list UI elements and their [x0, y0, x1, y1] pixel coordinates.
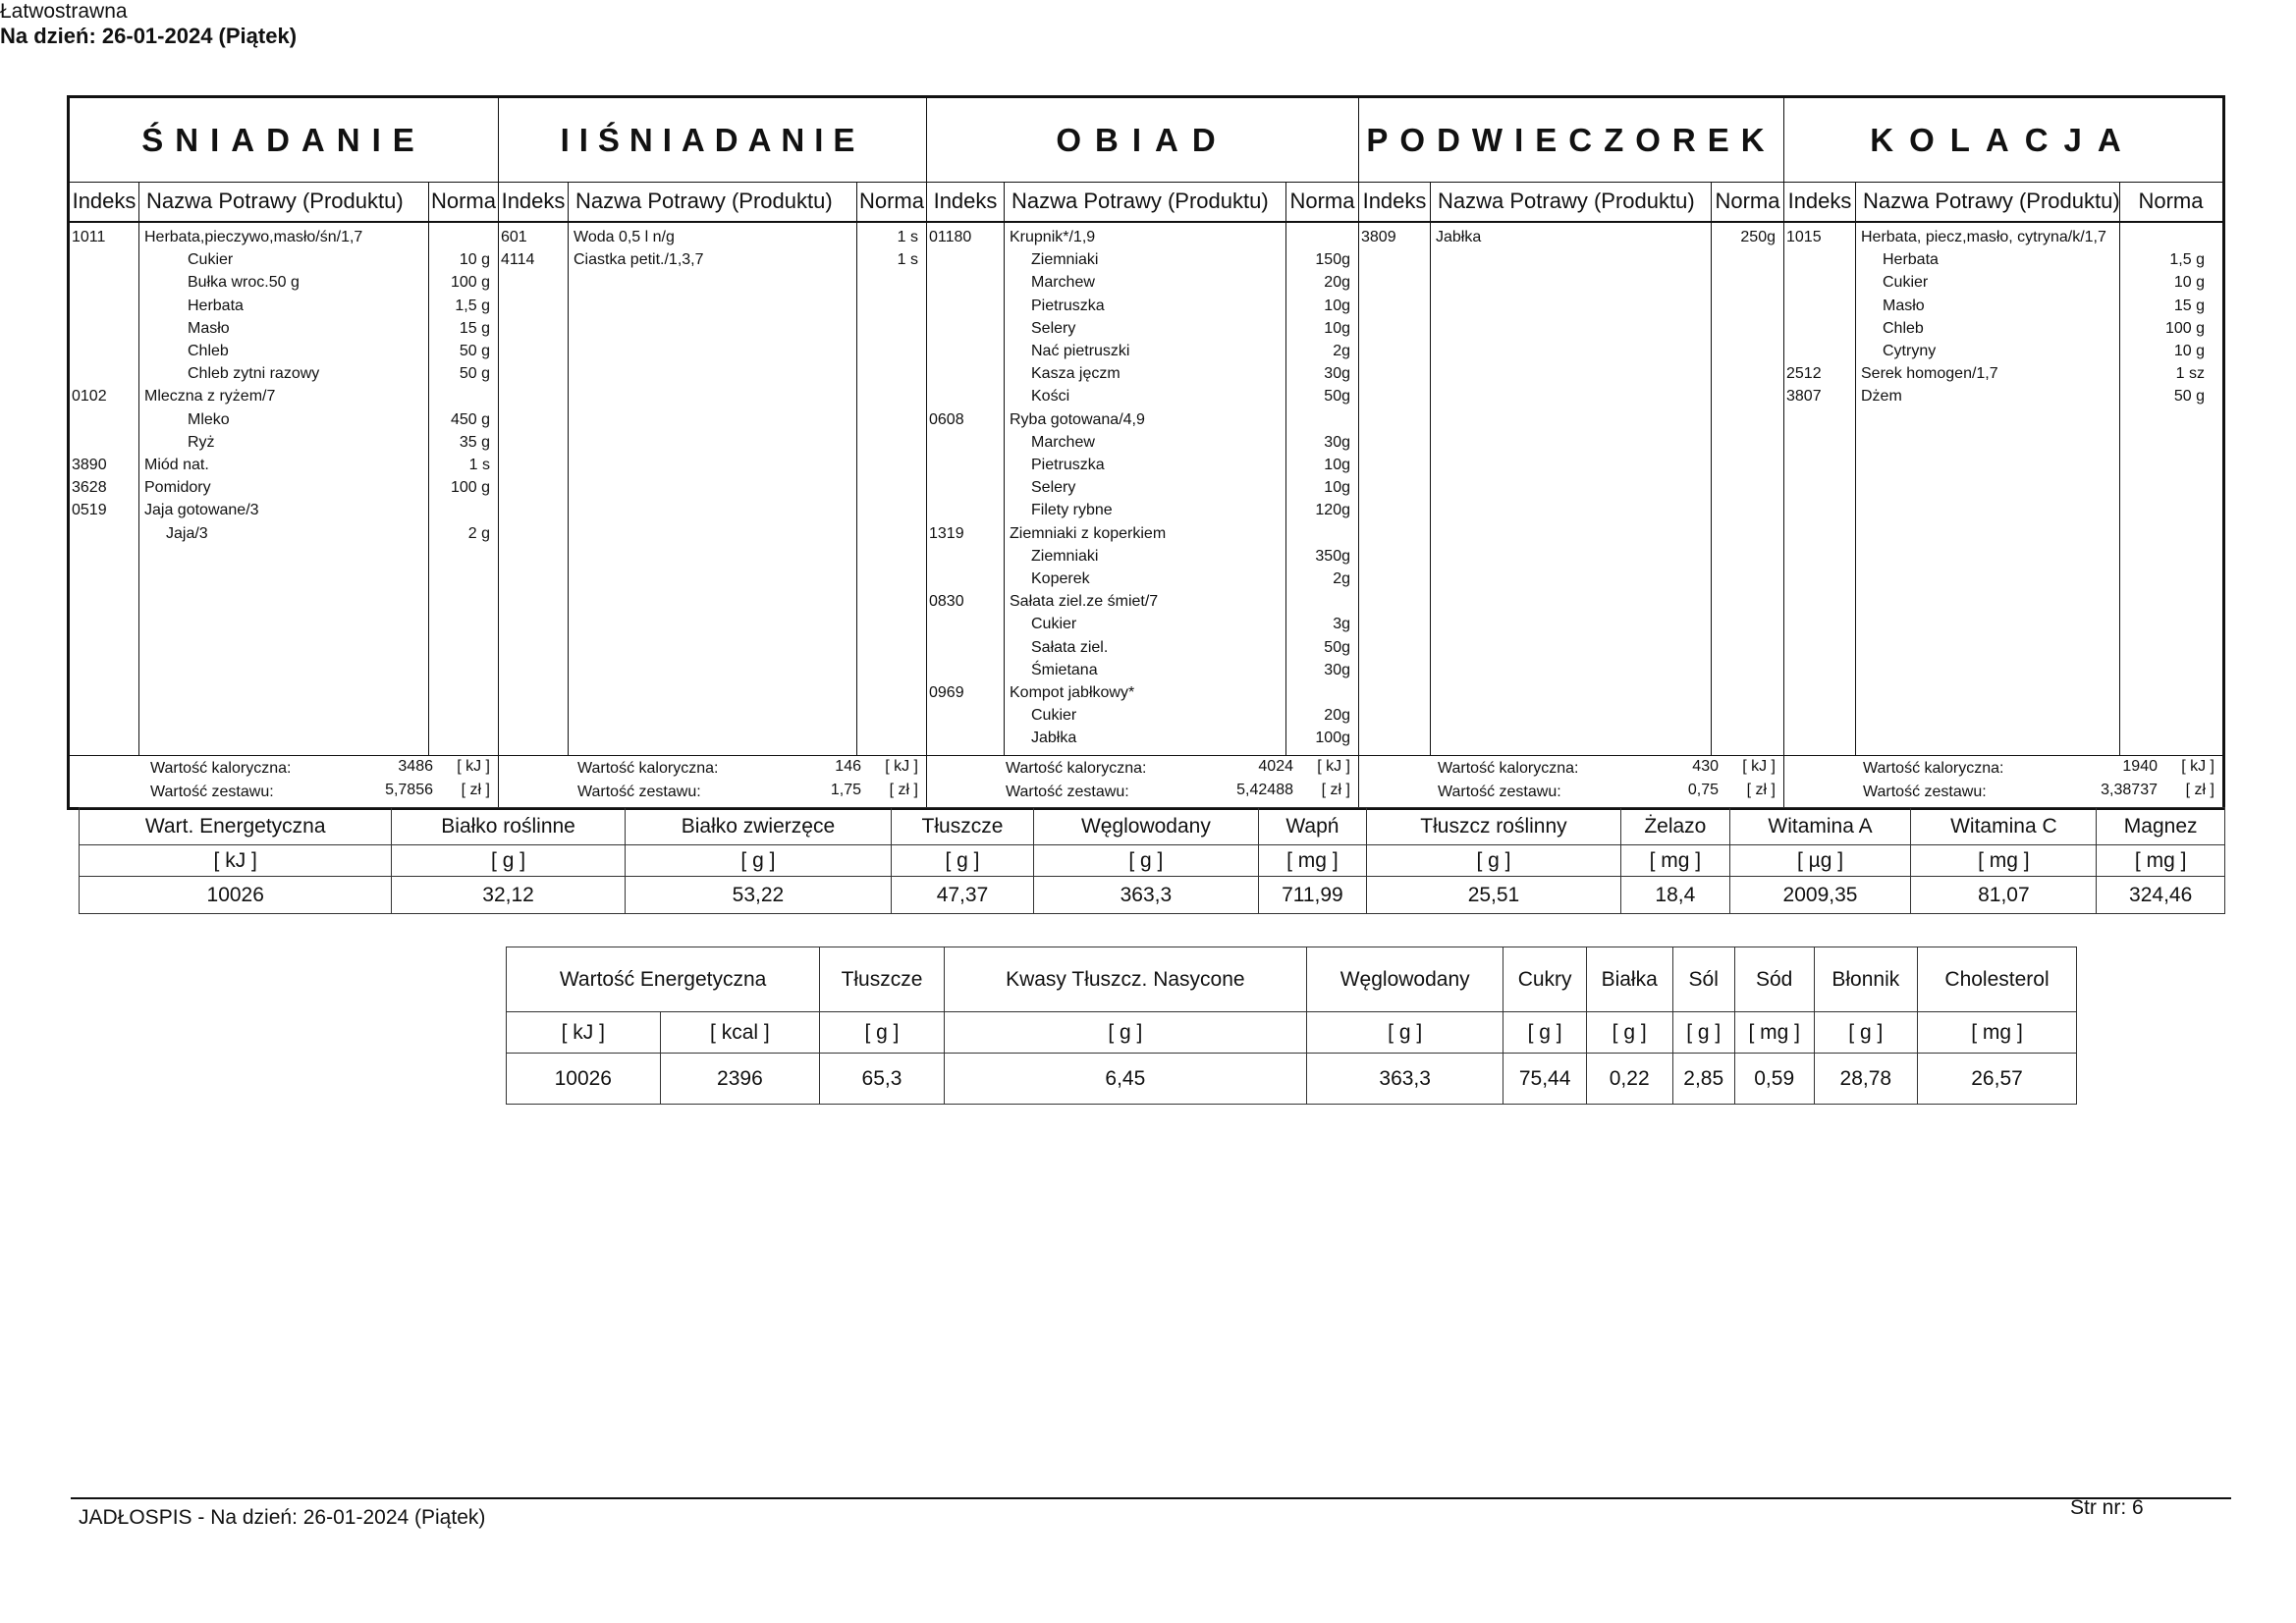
- nutrient-name: Witamina C: [1911, 808, 2097, 845]
- nutrient-unit: [ mg ]: [2097, 845, 2225, 877]
- nutrient-value: 0,59: [1734, 1054, 1814, 1105]
- row-index: 601: [501, 229, 527, 245]
- meal-row: [927, 365, 1358, 389]
- meal-row: [927, 479, 1358, 503]
- meal-title: PODWIECZOREK: [1359, 98, 1783, 183]
- meal-row: [927, 730, 1358, 753]
- row-index: 1011: [72, 229, 106, 245]
- col-header-name: Nazwa Potrawy (Produktu): [1855, 182, 2119, 223]
- nutrient-value: 2009,35: [1729, 877, 1911, 914]
- row-norm: 50 g: [459, 365, 490, 383]
- row-norm: 100 g: [450, 479, 490, 497]
- meal-row: [927, 411, 1358, 435]
- row-name: Herbata: [1883, 251, 1939, 269]
- nutrient-name: Białko roślinne: [392, 808, 625, 845]
- energy-value: 10026: [507, 1054, 661, 1105]
- calorie-value: 146: [835, 758, 861, 775]
- meal-row: [927, 570, 1358, 594]
- calorie-label: Wartość kaloryczna:: [1006, 760, 1147, 777]
- nutrient-value: 0,22: [1586, 1054, 1672, 1105]
- row-name: Ziemniaki z koperkiem: [1010, 524, 1167, 542]
- nutrition-table-1: [79, 807, 2225, 914]
- row-name: Masło: [188, 319, 230, 337]
- set-value-label: Wartość zestawu:: [1863, 784, 1987, 800]
- row-norm: 30g: [1324, 661, 1350, 678]
- meal-row: [927, 707, 1358, 730]
- row-name: Herbata,pieczywo,masło/śn/1,7: [144, 229, 363, 245]
- row-name: Chleb zytni razowy: [188, 365, 320, 383]
- nutrient-value: 10026: [80, 877, 392, 914]
- calorie-value: 4024: [1258, 758, 1293, 775]
- nutrient-value: 26,57: [1918, 1054, 2077, 1105]
- row-index: 2512: [1786, 365, 1822, 383]
- meal-row: [927, 229, 1358, 252]
- row-name: Kasza jęczm: [1031, 365, 1121, 383]
- meal-row: [1784, 298, 2222, 321]
- row-name: Selery: [1031, 479, 1076, 497]
- row-index: 0608: [929, 410, 964, 428]
- set-value: 5,42488: [1236, 782, 1293, 798]
- meal-rows: [1784, 223, 2222, 756]
- nutrient-value: 53,22: [625, 877, 891, 914]
- energy-label: Wartość Energetyczna: [507, 947, 820, 1012]
- nutrient-unit: [ g ]: [392, 845, 625, 877]
- row-norm: 2g: [1333, 343, 1350, 359]
- row-norm: 1 sz: [2175, 365, 2205, 383]
- meal-row: [927, 502, 1358, 525]
- energy-unit: [ kcal ]: [660, 1012, 820, 1054]
- meal-3: [1359, 98, 1784, 807]
- meal-row: [70, 229, 498, 252]
- row-index: 3890: [72, 457, 107, 473]
- calorie-unit: [ kJ ]: [1317, 758, 1350, 775]
- row-norm: 100g: [1315, 730, 1350, 747]
- row-name: Sałata ziel.: [1031, 638, 1109, 656]
- col-header-norm: Norma: [1711, 182, 1784, 223]
- row-norm: 30g: [1324, 365, 1350, 383]
- row-name: Ryba gotowana/4,9: [1010, 410, 1145, 428]
- meal-summary: [1359, 755, 1783, 807]
- row-index: 1015: [1786, 229, 1822, 245]
- nutrient-unit: [ mg ]: [1734, 1012, 1814, 1054]
- row-name: Jaja gotowane/3: [144, 502, 259, 519]
- nutrient-unit: [ kJ ]: [80, 845, 392, 877]
- nutrient-name: Błonnik: [1814, 947, 1917, 1012]
- meal-row: [927, 251, 1358, 275]
- meal-row: [1784, 274, 2222, 298]
- row-name: Pietruszka: [1031, 297, 1105, 314]
- meal-0: [70, 98, 499, 807]
- row-name: Ziemniaki: [1031, 251, 1099, 269]
- nutrient-unit: [ mg ]: [1621, 845, 1729, 877]
- meal-row: [927, 662, 1358, 685]
- row-norm: 50 g: [2173, 388, 2205, 406]
- nutrient-value: 75,44: [1503, 1054, 1586, 1105]
- meal-4: [1784, 98, 2222, 807]
- row-name: Nać pietruszki: [1031, 343, 1130, 359]
- set-value-label: Wartość zestawu:: [1006, 784, 1129, 800]
- col-header-index: Indeks: [70, 182, 138, 223]
- meal-row: [927, 274, 1358, 298]
- row-norm: 1 s: [468, 457, 490, 473]
- nutrient-unit: [ g ]: [820, 1012, 945, 1054]
- nutrient-value: 81,07: [1911, 877, 2097, 914]
- meal-row: [1784, 343, 2222, 366]
- meal-row: [499, 251, 926, 275]
- row-name: Dżem: [1861, 388, 1902, 406]
- nutrient-unit: [ g ]: [1306, 1012, 1503, 1054]
- row-index: 3807: [1786, 388, 1822, 406]
- col-header-index: Indeks: [1359, 182, 1430, 223]
- nutrient-unit: [ g ]: [944, 1012, 1306, 1054]
- meal-row: [927, 639, 1358, 663]
- calorie-unit: [ kJ ]: [457, 758, 490, 775]
- row-name: Kości: [1031, 388, 1070, 406]
- row-norm: 50 g: [459, 343, 490, 359]
- row-norm: 1,5 g: [2169, 251, 2205, 269]
- col-header-norm: Norma: [1285, 182, 1359, 223]
- col-header-index: Indeks: [927, 182, 1004, 223]
- nutrient-name: Kwasy Tłuszcz. Nasycone: [944, 947, 1306, 1012]
- calorie-value: 430: [1692, 758, 1719, 775]
- row-name: Cytryny: [1883, 343, 1937, 359]
- row-index: 3628: [72, 479, 107, 497]
- nutrient-name: Sód: [1734, 947, 1814, 1012]
- row-norm: 50g: [1324, 388, 1350, 406]
- set-value: 3,38737: [2101, 782, 2158, 798]
- row-name: Woda 0,5 l n/g: [574, 229, 675, 245]
- meal-2: [927, 98, 1359, 807]
- meal-row: [70, 388, 498, 411]
- row-norm: 30g: [1324, 433, 1350, 451]
- row-name: Jaja/3: [166, 524, 208, 542]
- row-norm: 100 g: [450, 274, 490, 292]
- col-header-norm: Norma: [2119, 182, 2222, 223]
- row-norm: 3g: [1333, 616, 1350, 633]
- row-norm: 450 g: [450, 410, 490, 428]
- meal-row: [927, 548, 1358, 571]
- row-name: Cukier: [1883, 274, 1929, 292]
- meal-rows: [1359, 223, 1783, 756]
- col-header-name: Nazwa Potrawy (Produktu): [138, 182, 428, 223]
- row-name: Ciastka petit./1,3,7: [574, 251, 704, 269]
- meal-row: [927, 343, 1358, 366]
- meal-row: [927, 434, 1358, 458]
- nutrient-value: 6,45: [944, 1054, 1306, 1105]
- calorie-unit: [ kJ ]: [1742, 758, 1776, 775]
- nutrient-name: Cholesterol: [1918, 947, 2077, 1012]
- nutrient-name: Białka: [1586, 947, 1672, 1012]
- row-norm: 15 g: [459, 319, 490, 337]
- row-norm: 10 g: [459, 251, 490, 269]
- row-norm: 150g: [1315, 251, 1350, 269]
- row-norm: 10g: [1324, 457, 1350, 473]
- meal-row: [70, 502, 498, 525]
- row-norm: 20g: [1324, 274, 1350, 292]
- menu-date: Na dzień: 26-01-2024 (Piątek): [0, 24, 298, 48]
- row-name: Serek homogen/1,7: [1861, 365, 1998, 383]
- calorie-label: Wartość kaloryczna:: [1438, 760, 1579, 777]
- meal-row: [927, 320, 1358, 344]
- row-norm: 10g: [1324, 297, 1350, 314]
- meal-row: [70, 479, 498, 503]
- row-name: Jabłka: [1031, 730, 1077, 747]
- set-value-label: Wartość zestawu:: [577, 784, 701, 800]
- nutrient-name: Tłuszcz roślinny: [1366, 808, 1620, 845]
- nutrient-unit: [ mg ]: [1918, 1012, 2077, 1054]
- meal-row: [70, 365, 498, 389]
- nutrient-name: Żelazo: [1621, 808, 1729, 845]
- meal-row: [70, 434, 498, 458]
- meal-rows: [499, 223, 926, 756]
- row-name: Marchew: [1031, 274, 1095, 292]
- meal-row: [1784, 388, 2222, 411]
- set-unit: [ zł ]: [461, 782, 490, 798]
- nutrient-name: Wapń: [1259, 808, 1367, 845]
- col-header-name: Nazwa Potrawy (Produktu): [1430, 182, 1711, 223]
- calorie-value: 1940: [2122, 758, 2158, 775]
- meal-title: OBIAD: [927, 98, 1358, 183]
- calorie-label: Wartość kaloryczna:: [577, 760, 719, 777]
- energy-value: 2396: [660, 1054, 820, 1105]
- nutrient-unit: [ g ]: [892, 845, 1034, 877]
- row-name: Ryż: [188, 433, 215, 451]
- nutrient-value: 28,78: [1814, 1054, 1917, 1105]
- row-name: Pietruszka: [1031, 457, 1105, 473]
- set-value: 5,7856: [385, 782, 433, 798]
- nutrient-unit: [ g ]: [1586, 1012, 1672, 1054]
- set-unit: [ zł ]: [1746, 782, 1776, 798]
- nutrient-value: 2,85: [1672, 1054, 1734, 1105]
- nutrient-value: 65,3: [820, 1054, 945, 1105]
- row-name: Cukier: [1031, 707, 1077, 725]
- row-norm: 10 g: [2173, 274, 2205, 292]
- set-value-label: Wartość zestawu:: [150, 784, 274, 800]
- set-value-label: Wartość zestawu:: [1438, 784, 1561, 800]
- meal-row: [70, 251, 498, 275]
- nutrient-unit: [ mg ]: [1911, 845, 2097, 877]
- meal-row: [70, 298, 498, 321]
- row-norm: 1 s: [897, 251, 918, 269]
- row-index: 0830: [929, 593, 964, 611]
- energy-unit: [ kJ ]: [507, 1012, 661, 1054]
- meal-row: [927, 525, 1358, 549]
- meal-row: [70, 343, 498, 366]
- meal-title: ŚNIADANIE: [70, 98, 498, 183]
- nutrient-value: 363,3: [1306, 1054, 1503, 1105]
- nutrient-unit: [ g ]: [1503, 1012, 1586, 1054]
- row-norm: 10g: [1324, 479, 1350, 497]
- nutrient-unit: [ mg ]: [1259, 845, 1367, 877]
- row-name: Pomidory: [144, 479, 211, 497]
- meal-rows: [70, 223, 498, 756]
- row-norm: 120g: [1315, 502, 1350, 519]
- row-norm: 100 g: [2164, 319, 2205, 337]
- nutrient-unit: [ g ]: [625, 845, 891, 877]
- calorie-label: Wartość kaloryczna:: [1863, 760, 2004, 777]
- row-name: Herbata: [188, 297, 244, 314]
- row-norm: 15 g: [2173, 297, 2205, 314]
- meal-row: [1784, 229, 2222, 252]
- row-name: Cukier: [188, 251, 234, 269]
- row-name: Masło: [1883, 297, 1925, 314]
- row-name: Bułka wroc.50 g: [188, 274, 300, 292]
- meal-summary: [70, 755, 498, 807]
- meal-row: [499, 229, 926, 252]
- meal-row: [927, 457, 1358, 480]
- meal-row: [927, 684, 1358, 708]
- calorie-unit: [ kJ ]: [885, 758, 918, 775]
- meal-title: KOLACJA: [1784, 98, 2222, 183]
- row-norm: 50g: [1324, 638, 1350, 656]
- row-norm: 2g: [1333, 570, 1350, 587]
- nutrient-unit: [ g ]: [1814, 1012, 1917, 1054]
- meal-1: [499, 98, 927, 807]
- row-name: Chleb: [1883, 319, 1924, 337]
- row-name: Koperek: [1031, 570, 1090, 587]
- nutrient-value: 32,12: [392, 877, 625, 914]
- row-index: 4114: [501, 251, 535, 269]
- row-index: 0969: [929, 684, 964, 701]
- meal-row: [1784, 365, 2222, 389]
- meal-title: IIŚNIADANIE: [499, 98, 926, 183]
- nutrient-name: Sól: [1672, 947, 1734, 1012]
- row-norm: 350g: [1315, 547, 1350, 565]
- row-norm: 2 g: [467, 524, 490, 542]
- nutrient-name: Witamina A: [1729, 808, 1911, 845]
- footer-rule: [71, 1497, 2231, 1499]
- calorie-unit: [ kJ ]: [2181, 758, 2214, 775]
- nutrient-name: Węglowodany: [1033, 808, 1258, 845]
- meal-row: [1784, 251, 2222, 275]
- meal-summary: [927, 755, 1358, 807]
- nutrient-name: Cukry: [1503, 947, 1586, 1012]
- meal-summary: [499, 755, 926, 807]
- col-header-norm: Norma: [856, 182, 927, 223]
- page-number: Str nr: 6: [2070, 1496, 2144, 1519]
- set-unit: [ zł ]: [1321, 782, 1350, 798]
- nutrient-unit: [ g ]: [1672, 1012, 1734, 1054]
- row-norm: 1 s: [897, 229, 918, 245]
- row-name: Jabłka: [1436, 229, 1482, 245]
- col-header-norm: Norma: [428, 182, 499, 223]
- meal-row: [70, 274, 498, 298]
- calorie-label: Wartość kaloryczna:: [150, 760, 292, 777]
- row-index: 0102: [72, 388, 107, 406]
- nutrient-name: Magnez: [2097, 808, 2225, 845]
- meal-row: [70, 457, 498, 480]
- row-norm: 20g: [1324, 707, 1350, 725]
- meal-row: [70, 525, 498, 549]
- col-header-index: Indeks: [499, 182, 568, 223]
- col-header-name: Nazwa Potrawy (Produktu): [568, 182, 856, 223]
- set-value: 0,75: [1687, 782, 1719, 798]
- row-norm: 10 g: [2173, 343, 2205, 359]
- row-norm: 35 g: [459, 433, 490, 451]
- row-name: Kompot jabłkowy*: [1010, 684, 1135, 701]
- row-index: 1319: [929, 524, 964, 542]
- meal-rows: [927, 223, 1358, 756]
- footer-title: JADŁOSPIS - Na dzień: 26-01-2024 (Piątek): [79, 1506, 486, 1529]
- meal-row: [927, 616, 1358, 639]
- row-name: Marchew: [1031, 433, 1095, 451]
- row-name: Mleczna z ryżem/7: [144, 388, 276, 406]
- col-header-index: Indeks: [1784, 182, 1855, 223]
- meal-row: [927, 593, 1358, 617]
- row-name: Sałata ziel.ze śmiet/7: [1010, 593, 1159, 611]
- row-name: Chleb: [188, 343, 229, 359]
- nutrient-name: Wart. Energetyczna: [80, 808, 392, 845]
- set-unit: [ zł ]: [889, 782, 918, 798]
- row-name: Ziemniaki: [1031, 547, 1099, 565]
- set-value: 1,75: [830, 782, 861, 798]
- nutrient-value: 324,46: [2097, 877, 2225, 914]
- calorie-value: 3486: [398, 758, 433, 775]
- nutrient-value: 363,3: [1033, 877, 1258, 914]
- nutrient-unit: [ µg ]: [1729, 845, 1911, 877]
- row-norm: 250g: [1740, 229, 1776, 245]
- row-index: 3809: [1361, 229, 1396, 245]
- nutrient-name: Tłuszcze: [820, 947, 945, 1012]
- nutrient-value: 47,37: [892, 877, 1034, 914]
- row-norm: 10g: [1324, 319, 1350, 337]
- row-index: 01180: [929, 229, 972, 245]
- row-index: 0519: [72, 502, 107, 519]
- meal-summary: [1784, 755, 2222, 807]
- diet-name: Łatwostrawna: [0, 0, 128, 23]
- meal-row: [1784, 320, 2222, 344]
- row-name: Mleko: [188, 410, 230, 428]
- row-name: Śmietana: [1031, 661, 1098, 678]
- nutrient-unit: [ g ]: [1033, 845, 1258, 877]
- nutrient-value: 711,99: [1259, 877, 1367, 914]
- col-header-name: Nazwa Potrawy (Produktu): [1004, 182, 1285, 223]
- row-name: Cukier: [1031, 616, 1077, 633]
- nutrient-name: Węglowodany: [1306, 947, 1503, 1012]
- nutrient-name: Tłuszcze: [892, 808, 1034, 845]
- set-unit: [ zł ]: [2185, 782, 2214, 798]
- row-name: Filety rybne: [1031, 502, 1113, 519]
- nutrient-unit: [ g ]: [1366, 845, 1620, 877]
- nutrition-table-2: [506, 947, 2077, 1105]
- meal-row: [927, 388, 1358, 411]
- nutrient-value: 25,51: [1366, 877, 1620, 914]
- row-name: Miód nat.: [144, 457, 209, 473]
- meal-row: [927, 298, 1358, 321]
- row-name: Selery: [1031, 319, 1076, 337]
- row-norm: 1,5 g: [455, 297, 490, 314]
- nutrient-value: 18,4: [1621, 877, 1729, 914]
- nutrient-name: Białko zwierzęce: [625, 808, 891, 845]
- meal-row: [70, 320, 498, 344]
- meal-row: [70, 411, 498, 435]
- row-name: Krupnik*/1,9: [1010, 229, 1096, 245]
- row-name: Herbata, piecz,masło, cytryna/k/1,7: [1861, 229, 2106, 245]
- meal-row: [1359, 229, 1783, 252]
- menu-grid: [67, 95, 2225, 810]
